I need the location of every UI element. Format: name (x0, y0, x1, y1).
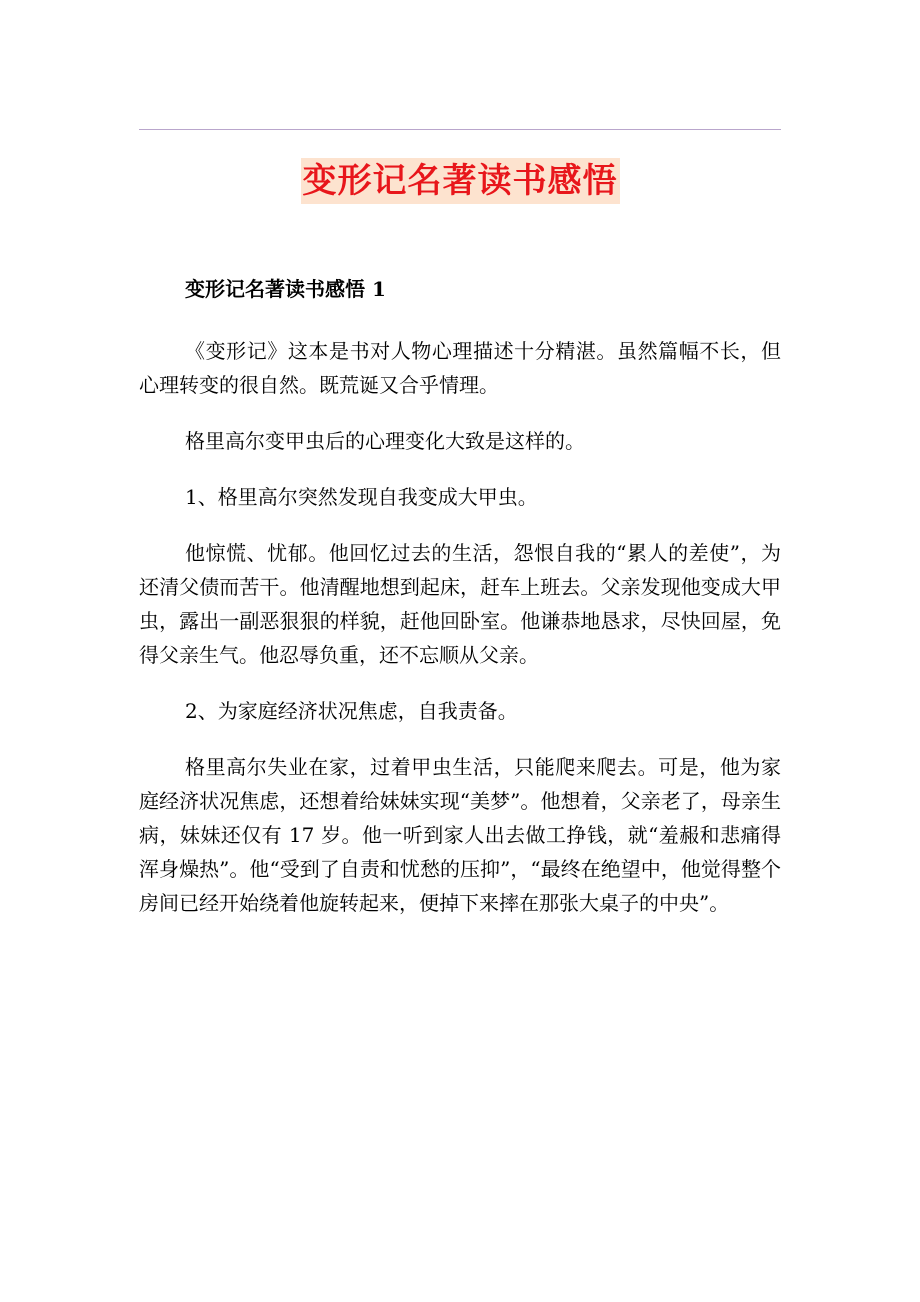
paragraph: 格里高尔变甲虫后的心理变化大致是这样的。 (185, 429, 585, 453)
paragraph: 1、格里高尔突然发现自我变成大甲虫。 (185, 485, 538, 509)
paragraph: 他惊慌、忧郁。他回忆过去的生活，怨恨自我的“累人的差使”，为还清父债而苦干。他清醒地想到起床，赶车上班去。父亲发现他变成大甲虫，露出一副恶狠狠的样貌，赶他回卧室。他谦恭地恳求，尽快回屋，免得父亲生气。他忍辱负重，还不忘顺从父亲。 (139, 541, 781, 667)
header-divider (139, 129, 781, 130)
document-body (139, 268, 781, 920)
document-title: 变形记名著读书感悟 (301, 158, 620, 204)
paragraph: 2、为家庭经济状况焦虑，自我责备。 (185, 699, 518, 723)
paragraph: 格里高尔失业在家，过着甲虫生活，只能爬来爬去。可是，他为家庭经济状况焦虑，还想着给妹妹实现“美梦”。他想着，父亲老了，母亲生病，妹妹还仅有 17 岁。他一听到家人出去做工挣钱，就“羞赧和悲痛得浑身燥热”。他“受到了自责和忧愁的压抑”，“最终在绝望中，他觉得整个房间已经开始绕着他旋转起来，便掉下来摔在那张大桌子的中央”。 (139, 755, 781, 915)
paragraph: 《变形记》这本是书对人物心理描述十分精湛。虽然篇幅不长，但心理转变的很自然。既荒诞又合乎情理。 (139, 339, 781, 397)
section-heading: 变形记名著读书感悟 1 (185, 277, 386, 301)
title-container (0, 158, 920, 204)
